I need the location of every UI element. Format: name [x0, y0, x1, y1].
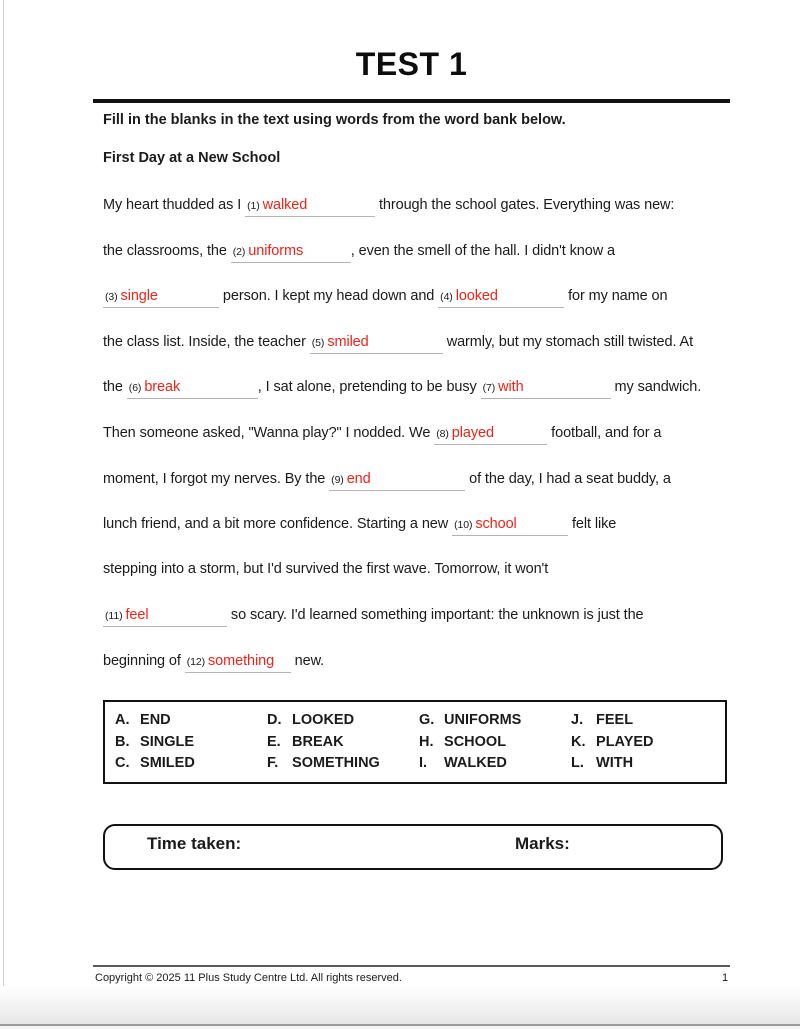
score-box — [103, 824, 723, 870]
blank-number: (5) — [311, 336, 325, 349]
blank-number: (9) — [331, 473, 344, 486]
instruction-text: Fill in the blanks in the text using words from the word bank below. — [103, 112, 566, 128]
passage-text: Then someone asked, "Wanna play?" I nodded. We — [103, 424, 435, 441]
passage-text: , I sat alone, pretending to be busy — [257, 379, 481, 396]
fill-blank-2[interactable] — [231, 242, 351, 263]
passage-text: , even the smell of the hall. I didn't know a — [350, 242, 616, 259]
passage-text: beginning of — [103, 652, 185, 669]
passage-text: the classrooms, the — [103, 242, 231, 259]
word-bank-item-looked — [267, 710, 419, 732]
word-bank-item-walked — [419, 753, 571, 775]
fill-blank-3[interactable] — [103, 287, 219, 308]
passage-line — [103, 470, 763, 516]
word-bank — [103, 700, 727, 784]
word-bank-word: UNIFORMS — [440, 712, 522, 728]
word-bank-letter: L. — [571, 755, 584, 771]
passage-text: through the school gates. Everything was new: — [375, 197, 675, 213]
blank-answer: school — [475, 516, 517, 533]
word-bank-word: SCHOOL — [440, 733, 507, 750]
word-bank-word: SINGLE — [136, 733, 195, 750]
word-bank-item-something — [267, 753, 419, 775]
word-bank-letter: I. — [419, 755, 428, 771]
blank-number: (3) — [105, 291, 118, 304]
fill-blank-4[interactable] — [438, 287, 564, 308]
fill-blank-12[interactable] — [185, 652, 291, 673]
page-number: 1 — [722, 972, 729, 984]
word-bank-letter: G. — [419, 712, 435, 728]
passage-text: my sandwich. — [610, 379, 702, 396]
passage-text: moment, I forgot my nerves. By the — [103, 470, 330, 487]
passage-text: the class list. Inside, the teacher — [103, 333, 310, 350]
word-bank-item-feel — [571, 710, 723, 732]
passage-text: felt like — [568, 516, 617, 533]
passage-line — [103, 561, 763, 607]
page-bottom-shadow — [0, 986, 800, 1024]
passage-line — [103, 287, 763, 333]
word-bank-letter: H. — [419, 733, 434, 750]
blank-answer: looked — [455, 288, 498, 305]
blank-number: (10) — [454, 519, 473, 532]
passage-line — [103, 242, 763, 288]
fill-blank-11[interactable] — [103, 606, 227, 627]
blank-number: (11) — [105, 610, 123, 623]
blank-number: (4) — [440, 291, 453, 304]
time-taken-label: Time taken: — [147, 834, 242, 853]
word-bank-letter: A. — [115, 712, 130, 728]
title-rule — [93, 99, 730, 103]
passage-line — [103, 652, 763, 698]
word-bank-item-with — [571, 753, 723, 775]
page-title: TEST 1 — [355, 46, 468, 82]
passage-text: stepping into a storm, but I'd survived the first wave. Tomorrow, it won't — [103, 560, 549, 577]
passage-text: of the day, I had a seat buddy, a — [465, 470, 671, 487]
word-bank-row — [115, 753, 725, 775]
blank-answer: with — [498, 379, 524, 396]
footer-rule — [93, 965, 730, 967]
word-bank-item-school — [419, 732, 571, 754]
word-bank-item-end — [115, 710, 267, 732]
passage-line — [103, 515, 763, 561]
word-bank-word: END — [136, 712, 171, 728]
word-bank-letter: K. — [571, 733, 586, 750]
fill-blank-1[interactable] — [245, 196, 375, 217]
blank-number: (2) — [232, 245, 246, 258]
blank-number: (7) — [482, 382, 496, 395]
fill-blank-7[interactable] — [481, 378, 611, 399]
fill-blank-5[interactable] — [310, 333, 443, 354]
word-bank-item-played — [571, 732, 723, 754]
fill-blank-8[interactable] — [434, 424, 547, 445]
word-bank-row — [115, 710, 725, 732]
copyright-text: Copyright © 2025 11 Plus Study Centre Ltd. All rights reserved. — [95, 972, 402, 984]
word-bank-letter: B. — [115, 733, 130, 750]
word-bank-letter: E. — [267, 733, 281, 750]
word-bank-word: FEEL — [592, 712, 634, 728]
blank-answer: feel — [125, 607, 149, 624]
blank-number: (12) — [186, 655, 206, 668]
blank-answer: played — [451, 424, 494, 441]
blank-number: (1) — [247, 200, 260, 212]
word-bank-word: WITH — [592, 755, 634, 771]
word-bank-word: SOMETHING — [288, 755, 380, 771]
word-bank-item-single — [115, 732, 267, 754]
passage-text: person. I kept my head down and — [219, 288, 439, 305]
blank-answer: smiled — [327, 333, 369, 350]
word-bank-letter: C. — [115, 755, 130, 771]
blank-answer: walked — [262, 197, 308, 213]
blank-answer: uniforms — [248, 242, 304, 259]
word-bank-word: BREAK — [288, 733, 344, 750]
passage-text: warmly, but my stomach still twisted. At — [442, 333, 694, 350]
blank-answer: something — [208, 652, 275, 669]
passage-title: First Day at a New School — [103, 150, 281, 166]
blank-number: (6) — [128, 382, 142, 395]
page-left-edge — [3, 0, 4, 1029]
word-bank-word: WALKED — [440, 755, 507, 771]
passage-text: so scary. I'd learned something important: the unknown is just the — [227, 607, 644, 624]
passage — [103, 196, 763, 698]
passage-line — [103, 424, 763, 470]
marks-label: Marks: — [515, 834, 570, 853]
passage-line — [103, 196, 763, 242]
word-bank-letter: J. — [571, 712, 584, 728]
fill-blank-9[interactable] — [329, 470, 465, 491]
word-bank-item-smiled — [115, 753, 267, 775]
fill-blank-10[interactable] — [452, 515, 568, 536]
word-bank-word: PLAYED — [592, 733, 654, 750]
word-bank-item-uniforms — [419, 710, 571, 732]
passage-text: My heart thudded as I — [103, 197, 246, 213]
passage-text: the — [103, 379, 127, 396]
passage-text: new. — [290, 652, 325, 669]
passage-text: for my name on — [564, 288, 668, 305]
passage-line — [103, 378, 763, 424]
passage-text: football, and for a — [547, 424, 662, 441]
passage-line — [103, 606, 763, 652]
word-bank-letter: D. — [267, 712, 282, 728]
word-bank-word: LOOKED — [288, 712, 355, 728]
passage-line — [103, 333, 763, 379]
word-bank-word: SMILED — [136, 755, 195, 771]
word-bank-letter: F. — [267, 755, 279, 771]
word-bank-row — [115, 732, 725, 754]
blank-answer: single — [120, 288, 158, 305]
blank-answer: break — [144, 379, 181, 396]
blank-number: (8) — [436, 427, 449, 440]
blank-answer: end — [346, 470, 371, 487]
fill-blank-6[interactable] — [127, 378, 258, 399]
word-bank-item-break — [267, 732, 419, 754]
passage-text: lunch friend, and a bit more confidence. Starting a new — [103, 516, 453, 533]
